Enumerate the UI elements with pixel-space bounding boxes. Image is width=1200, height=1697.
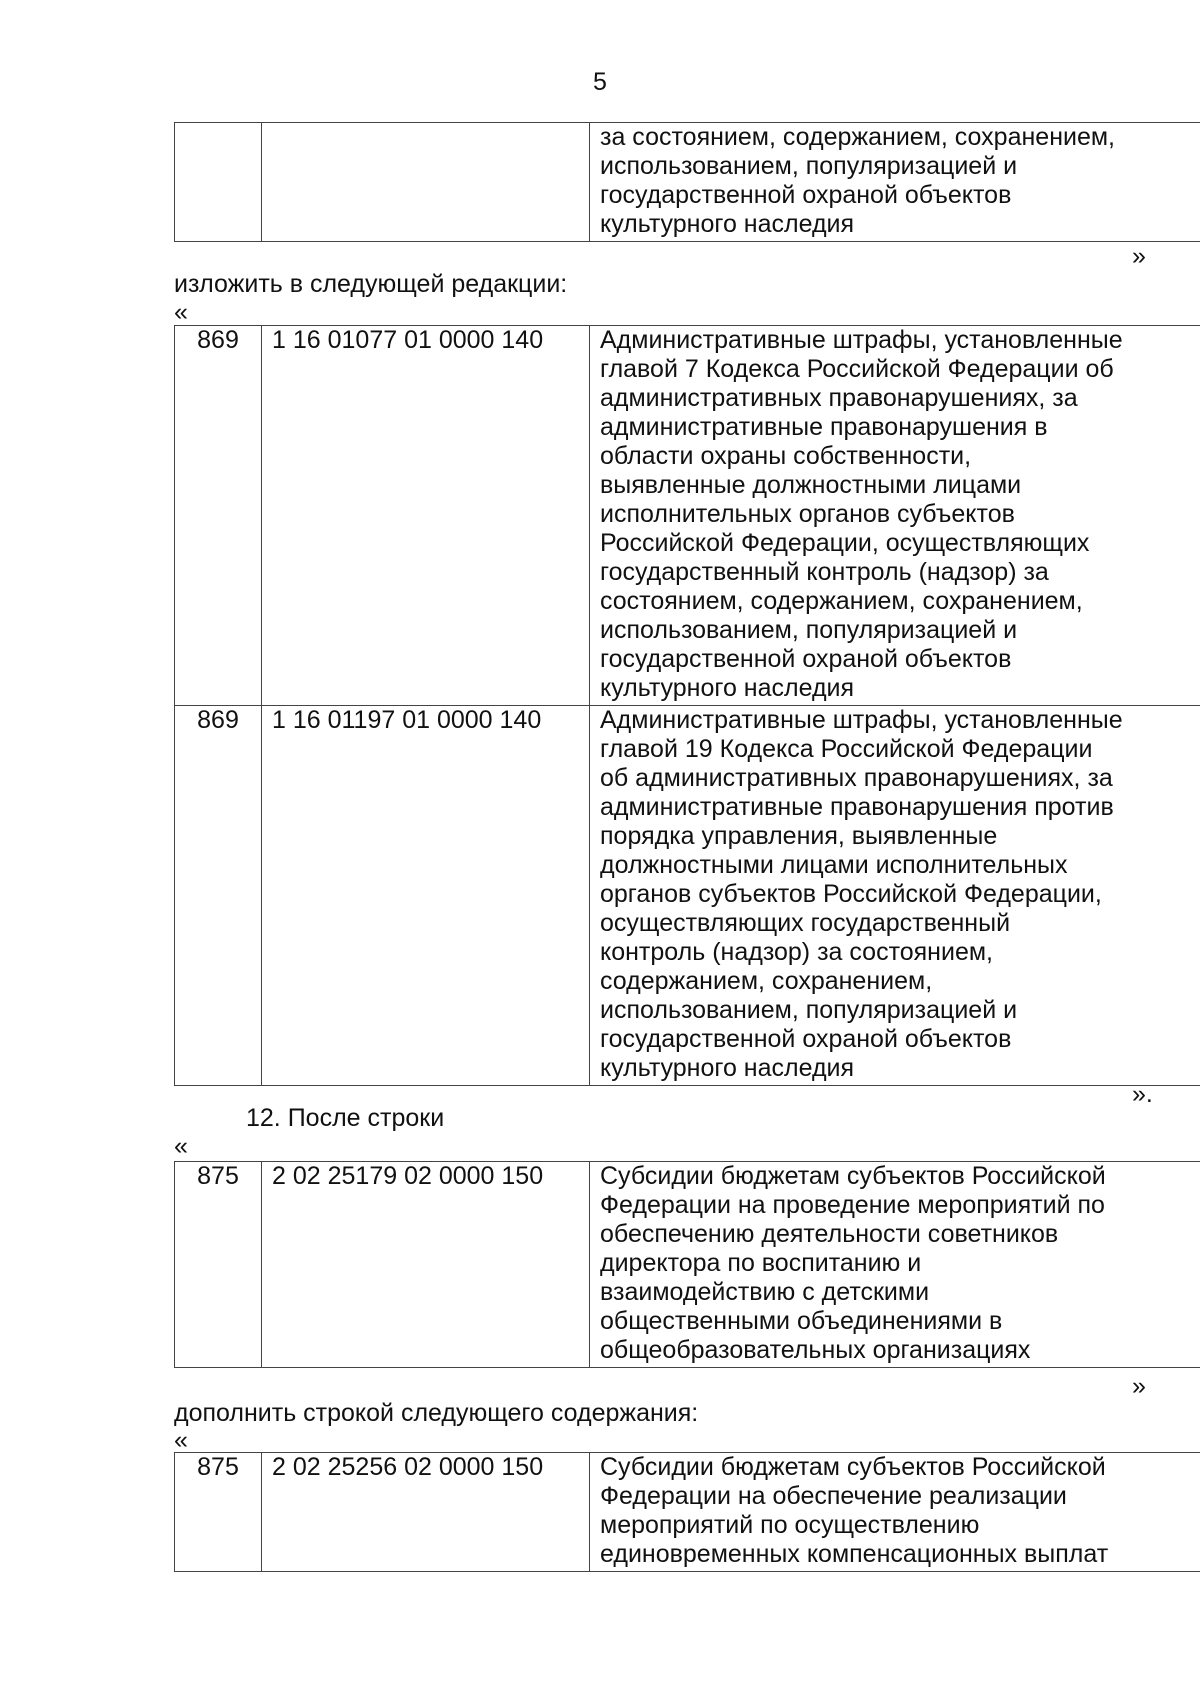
row-description-cell	[590, 123, 1200, 242]
table-row	[175, 1453, 1200, 1572]
table-top	[174, 122, 1200, 242]
row-number-cell	[175, 123, 262, 242]
opening-quote: «	[174, 1426, 188, 1454]
description-line: должностными лицами исполнительных	[600, 851, 1068, 879]
description-line: Субсидии бюджетам субъектов Российской	[600, 1162, 1106, 1190]
description-line: административные правонарушения в	[600, 413, 1048, 441]
description-line: директора по воспитанию и	[600, 1249, 922, 1277]
row-code-cell: 2 02 25256 02 0000 150	[262, 1453, 590, 1572]
description-line: содержанием, сохранением,	[600, 967, 933, 995]
description-line: государственной охраной объектов	[600, 181, 1012, 209]
description-line: осуществляющих государственный	[600, 909, 1011, 937]
row-number-cell: 875	[175, 1162, 262, 1368]
closing-quote-period: ».	[1132, 1080, 1153, 1108]
table-edit	[174, 325, 1200, 1086]
opening-quote: «	[174, 298, 188, 326]
description-line: культурного наследия	[600, 1054, 855, 1082]
description-line: области охраны собственности,	[600, 442, 972, 470]
row-code-cell: 1 16 01197 01 0000 140	[262, 706, 590, 1086]
description-line: Административные штрафы, установленные	[600, 326, 1123, 354]
description-line: взаимодействию с детскими	[600, 1278, 930, 1306]
table-row	[175, 706, 1200, 1086]
closing-quote: »	[1132, 1372, 1146, 1400]
description-line: порядка управления, выявленные	[600, 822, 998, 850]
description-line: мероприятий по осуществлению	[600, 1511, 980, 1539]
description-line: культурного наследия	[600, 674, 855, 702]
row-number-cell: 869	[175, 706, 262, 1086]
table-row	[175, 123, 1200, 242]
description-line: исполнительных органов субъектов	[600, 500, 1015, 528]
instruction-text: дополнить строкой следующего содержания:	[174, 1399, 699, 1427]
description-line: административные правонарушения против	[600, 793, 1114, 821]
description-line: административных правонарушениях, за	[600, 384, 1078, 412]
description-line: состоянием, содержанием, сохранением,	[600, 587, 1083, 615]
description-line: государственный контроль (надзор) за	[600, 558, 1049, 586]
row-code-cell: 1 16 01077 01 0000 140	[262, 326, 590, 706]
row-description-cell	[590, 1162, 1200, 1368]
description-line: общеобразовательных организациях	[600, 1336, 1031, 1364]
description-line: культурного наследия	[600, 210, 855, 238]
table-add	[174, 1452, 1200, 1572]
instruction-text: изложить в следующей редакции:	[174, 270, 568, 298]
description-line: Федерации на проведение мероприятий по	[600, 1191, 1105, 1219]
row-number-cell: 869	[175, 326, 262, 706]
description-line: использованием, популяризацией и	[600, 996, 1018, 1024]
row-description-cell	[590, 326, 1200, 706]
description-line: контроль (надзор) за состоянием,	[600, 938, 993, 966]
description-line: Федерации на обеспечение реализации	[600, 1482, 1067, 1510]
description-line: за состоянием, содержанием, сохранением,	[600, 123, 1116, 151]
description-line: обеспечению деятельности советников	[600, 1220, 1059, 1248]
table-row	[175, 326, 1200, 706]
description-line: использованием, популяризацией и	[600, 616, 1018, 644]
row-number-cell: 875	[175, 1453, 262, 1572]
description-line: главой 19 Кодекса Российской Федерации	[600, 735, 1093, 763]
row-code-cell: 2 02 25179 02 0000 150	[262, 1162, 590, 1368]
table-row	[175, 1162, 1200, 1368]
opening-quote: «	[174, 1132, 188, 1160]
description-line: государственной охраной объектов	[600, 645, 1012, 673]
description-line: органов субъектов Российской Федерации,	[600, 880, 1102, 908]
row-description-cell	[590, 706, 1200, 1086]
page-number: 5	[593, 68, 607, 96]
row-description-cell	[590, 1453, 1200, 1572]
description-line: об административных правонарушениях, за	[600, 764, 1113, 792]
description-line: главой 7 Кодекса Российской Федерации об	[600, 355, 1114, 383]
closing-quote: »	[1132, 242, 1146, 270]
item-12-text: 12. После строки	[246, 1104, 445, 1132]
description-line: общественными объединениями в	[600, 1307, 1003, 1335]
description-line: единовременных компенсационных выплат	[600, 1540, 1109, 1568]
table-after	[174, 1161, 1200, 1368]
description-line: Субсидии бюджетам субъектов Российской	[600, 1453, 1106, 1481]
description-line: государственной охраной объектов	[600, 1025, 1012, 1053]
description-line: Российской Федерации, осуществляющих	[600, 529, 1090, 557]
description-line: использованием, популяризацией и	[600, 152, 1018, 180]
description-line: выявленные должностными лицами	[600, 471, 1022, 499]
description-line: Административные штрафы, установленные	[600, 706, 1123, 734]
row-code-cell	[262, 123, 590, 242]
